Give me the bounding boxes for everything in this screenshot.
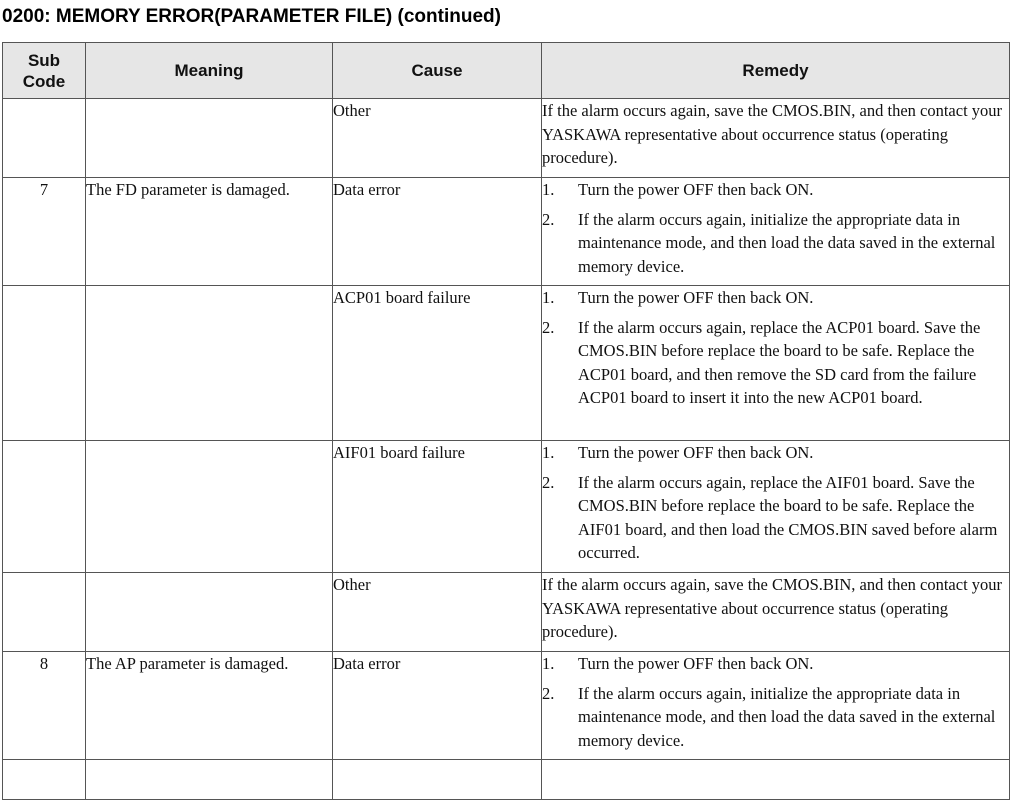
meaning-cell: The AP parameter is damaged. (86, 652, 333, 760)
cause-cell: AIF01 board failure (333, 441, 542, 573)
sub-code-cell (3, 573, 86, 652)
remedy-step (542, 286, 1009, 310)
meaning-cell (86, 573, 333, 652)
step-number: 1. (542, 443, 555, 462)
step-text: Turn the power OFF then back ON. (578, 654, 814, 673)
cause-cell: Other (333, 573, 542, 652)
step-number: 2. (542, 683, 555, 703)
cause-cell (333, 760, 542, 800)
remedy-step (542, 316, 1009, 410)
meaning-cell (86, 286, 333, 441)
remedy-step (542, 652, 1009, 676)
step-number: 2. (542, 472, 555, 492)
header-cause: Cause (333, 43, 542, 99)
remedy-step (542, 178, 1009, 202)
remedy-step (542, 682, 1009, 753)
step-text: If the alarm occurs again, initialize the appropriate data in maintenance mode, and then load the data saved in the external memory device. (578, 209, 996, 276)
step-number: 2. (542, 317, 555, 337)
meaning-cell (86, 441, 333, 573)
table-row (3, 178, 1010, 286)
sub-code-cell (3, 286, 86, 441)
step-text: Turn the power OFF then back ON. (578, 180, 814, 199)
step-number: 1. (542, 288, 555, 307)
table-row (3, 286, 1010, 441)
step-text: If the alarm occurs again, replace the AIF01 board. Save the CMOS.BIN before replace the board to be safe. Replace the AIF01 board, and then load the CMOS.BIN saved before alarm occurred. (578, 472, 998, 562)
cause-cell: Data error (333, 652, 542, 760)
table-row (3, 99, 1010, 178)
cause-cell: ACP01 board failure (333, 286, 542, 441)
meaning-cell (86, 760, 333, 800)
remedy-text: If the alarm occurs again, save the CMOS.BIN, and then contact your YASKAWA representative about occurrence status (operating procedure). (542, 575, 1003, 641)
remedy-cell (542, 441, 1010, 573)
remedy-step (542, 441, 1009, 465)
cause-cell: Data error (333, 178, 542, 286)
step-number: 1. (542, 654, 555, 673)
remedy-steps (542, 441, 1009, 565)
table-row (3, 573, 1010, 652)
page-title: 0200: MEMORY ERROR(PARAMETER FILE) (continued) (2, 6, 501, 27)
step-number: 2. (542, 209, 555, 229)
meaning-cell (86, 99, 333, 178)
remedy-cell (542, 99, 1010, 178)
meaning-cell: The FD parameter is damaged. (86, 178, 333, 286)
sub-code-cell (3, 441, 86, 573)
step-number: 1. (542, 180, 555, 199)
remedy-cell (542, 178, 1010, 286)
table-row (3, 760, 1010, 800)
step-text: If the alarm occurs again, replace the ACP01 board. Save the CMOS.BIN before replace the board to be safe. Replace the ACP01 board, and then remove the SD card from the failure ACP01 board to insert it into the new ACP01 board. (578, 317, 981, 407)
step-text: Turn the power OFF then back ON. (578, 288, 814, 307)
table-row (3, 652, 1010, 760)
header-remedy: Remedy (542, 43, 1010, 99)
alarm-table (2, 42, 1010, 800)
table-row (3, 441, 1010, 573)
remedy-cell (542, 760, 1010, 800)
remedy-steps (542, 286, 1009, 410)
sub-code-cell (3, 99, 86, 178)
remedy-step (542, 471, 1009, 565)
step-text: Turn the power OFF then back ON. (578, 443, 814, 462)
sub-code-cell: 7 (3, 178, 86, 286)
sub-code-cell (3, 760, 86, 800)
remedy-cell (542, 652, 1010, 760)
table-header-row (3, 43, 1010, 99)
remedy-text: If the alarm occurs again, save the CMOS.BIN, and then contact your YASKAWA representative about occurrence status (operating procedure). (542, 101, 1003, 167)
header-sub-code: Sub Code (3, 43, 86, 99)
remedy-cell (542, 286, 1010, 441)
remedy-step (542, 208, 1009, 279)
remedy-steps (542, 178, 1009, 278)
remedy-steps (542, 652, 1009, 752)
remedy-cell (542, 573, 1010, 652)
header-meaning: Meaning (86, 43, 333, 99)
sub-code-cell: 8 (3, 652, 86, 760)
step-text: If the alarm occurs again, initialize the appropriate data in maintenance mode, and then load the data saved in the external memory device. (578, 683, 996, 750)
cause-cell: Other (333, 99, 542, 178)
